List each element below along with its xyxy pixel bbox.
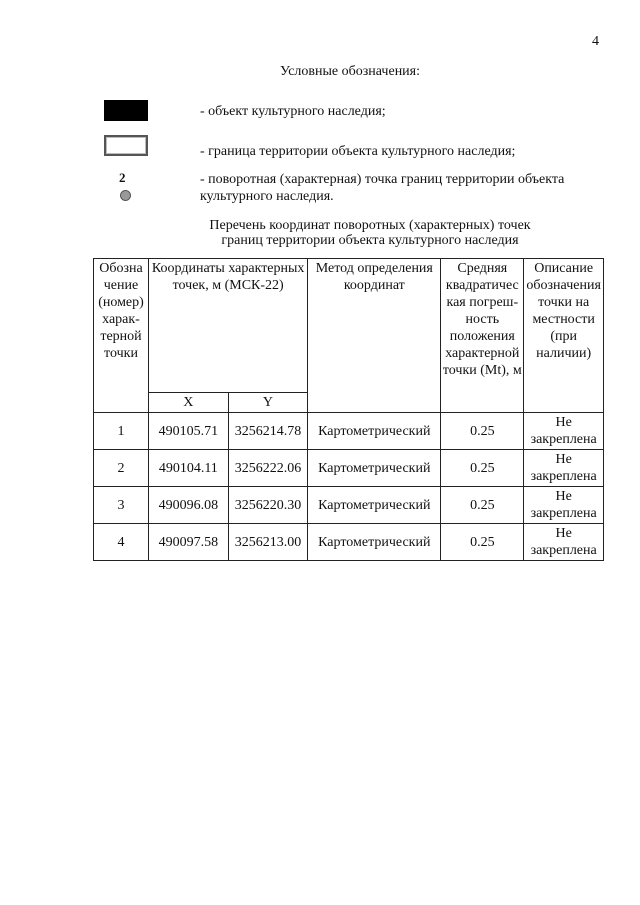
cell-y: 3256220.30 [228, 487, 308, 524]
turning-point-marker-icon [120, 190, 131, 201]
cell-error: 0.25 [441, 524, 524, 561]
table-title [120, 218, 620, 248]
cell-description: Не закреплена [524, 450, 604, 487]
table-row [94, 487, 604, 524]
legend-item-territory-boundary: - граница территории объекта культурного наследия; [200, 144, 516, 159]
cell-description: Не закреплена [524, 487, 604, 524]
cell-point: 3 [94, 487, 149, 524]
cell-error: 0.25 [441, 487, 524, 524]
header-x: X [149, 393, 229, 413]
turning-point-label: 2 [119, 170, 126, 185]
cell-method: Картометрический [308, 487, 441, 524]
header-point: Обозна чение (номер) харак-терной точки [94, 259, 149, 413]
heritage-object-swatch [104, 100, 148, 121]
cell-y: 3256213.00 [228, 524, 308, 561]
cell-x: 490104.11 [149, 450, 229, 487]
cell-y: 3256222.06 [228, 450, 308, 487]
cell-x: 490097.58 [149, 524, 229, 561]
header-y: Y [228, 393, 308, 413]
table-row [94, 524, 604, 561]
page-number: 4 [592, 34, 599, 49]
legend-title: Условные обозначения: [279, 64, 421, 79]
cell-error: 0.25 [441, 413, 524, 450]
cell-y: 3256214.78 [228, 413, 308, 450]
header-coordinates: Координаты характерных точек, м (МСК-22) [149, 259, 308, 393]
table-title-line-1: Перечень координат поворотных (характерных) точек [209, 218, 531, 233]
coordinates-table [93, 258, 604, 561]
header-method: Метод определения координат [308, 259, 441, 413]
cell-point: 2 [94, 450, 149, 487]
cell-x: 490096.08 [149, 487, 229, 524]
header-error: Средняя квадратичес кая погреш-ность положения характерной точки (Mt), м [441, 259, 524, 413]
cell-point: 4 [94, 524, 149, 561]
territory-boundary-swatch [104, 135, 148, 156]
cell-point: 1 [94, 413, 149, 450]
legend-item-heritage-object: - объект культурного наследия; [200, 104, 386, 119]
cell-method: Картометрический [308, 450, 441, 487]
table-title-line-2: границ территории объекта культурного наследия [221, 233, 519, 248]
cell-description: Не закреплена [524, 524, 604, 561]
header-description: Описание обозначения точки на местности (при наличии) [524, 259, 604, 413]
cell-method: Картометрический [308, 413, 441, 450]
legend-item-turning-point: - поворотная (характерная) точка границ территории объекта культурного наследия. [200, 172, 565, 204]
cell-x: 490105.71 [149, 413, 229, 450]
table-row [94, 413, 604, 450]
cell-description: Не закреплена [524, 413, 604, 450]
cell-method: Картометрический [308, 524, 441, 561]
table-row [94, 450, 604, 487]
cell-error: 0.25 [441, 450, 524, 487]
